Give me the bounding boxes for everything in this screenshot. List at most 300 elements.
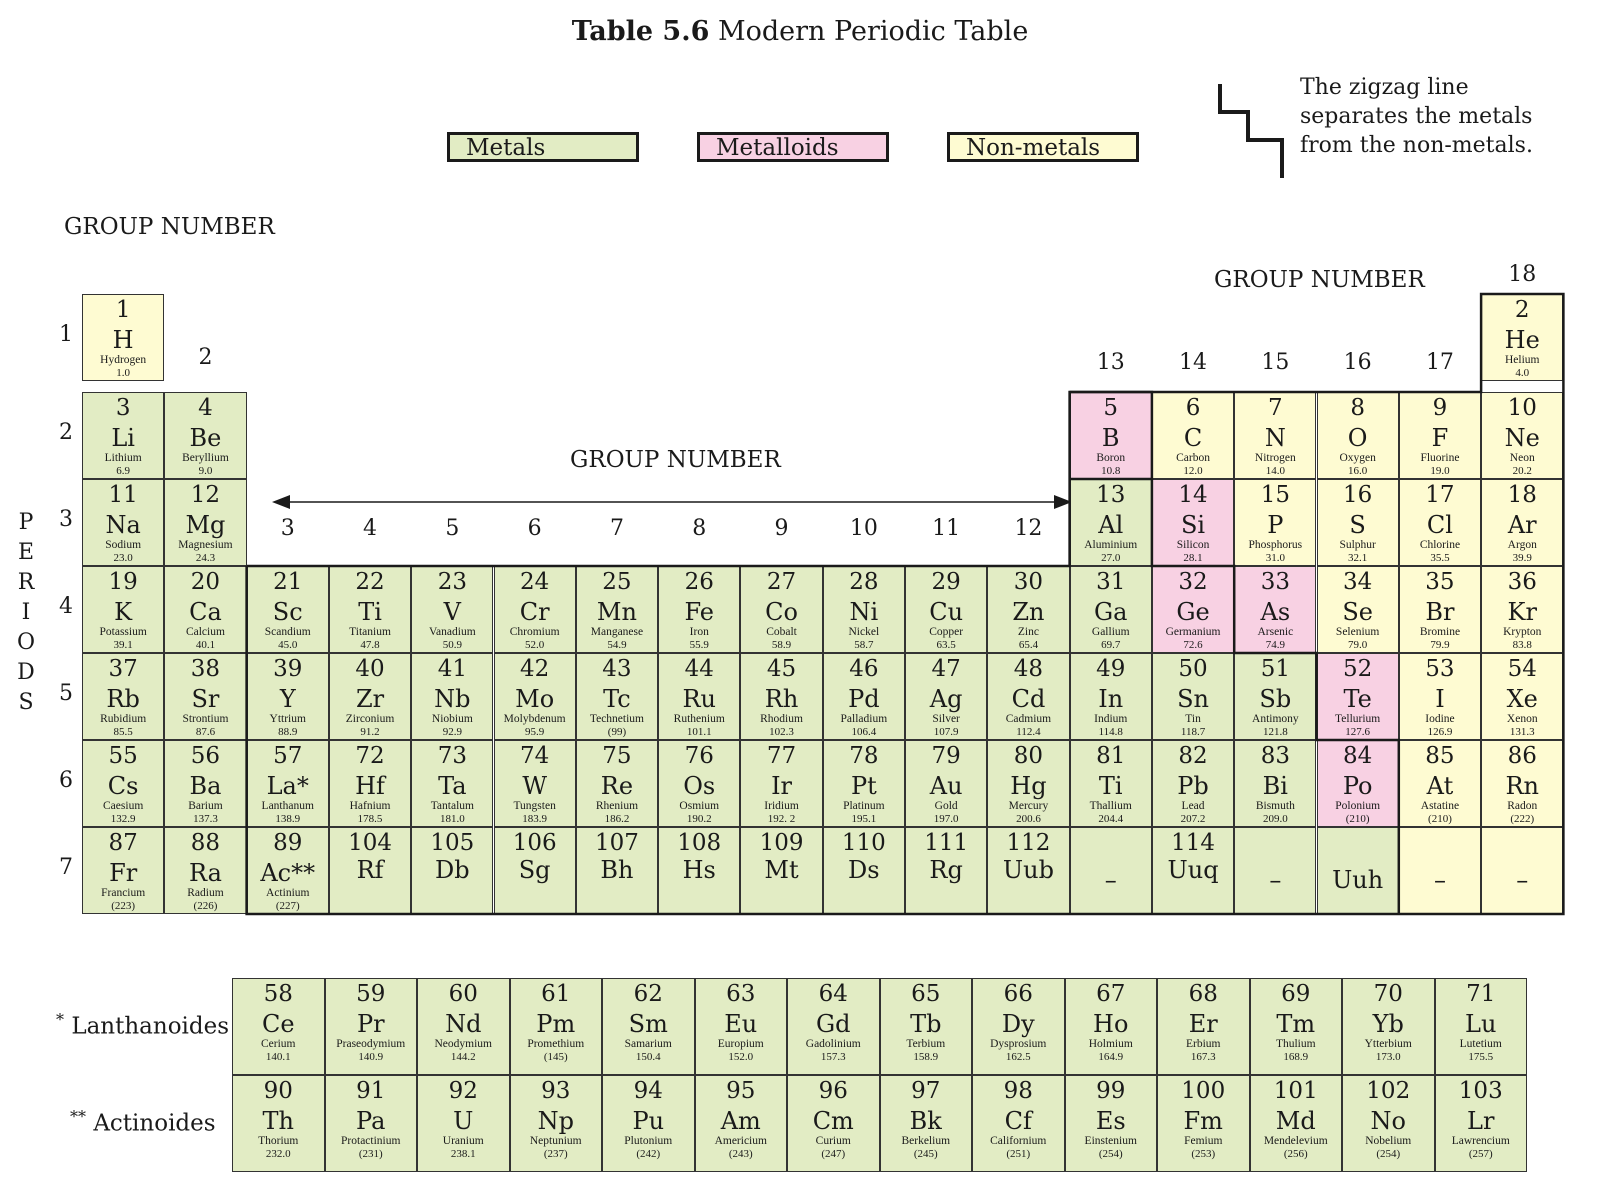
- element-name: Erbium: [1186, 1038, 1221, 1050]
- atomic-number: 11: [108, 482, 138, 508]
- atomic-number: 75: [602, 743, 632, 769]
- element-name: Fluorine: [1420, 452, 1460, 464]
- group-number-8: 8: [692, 516, 707, 541]
- atomic-mass: (210): [1345, 813, 1370, 825]
- element-name: Sodium: [105, 539, 142, 551]
- element-symbol: S: [1349, 511, 1366, 539]
- atomic-mass: 178.5: [357, 813, 383, 825]
- atomic-number: 107: [594, 830, 639, 856]
- atomic-mass: (237): [543, 1148, 568, 1160]
- element-symbol: Sb: [1259, 685, 1292, 713]
- atomic-mass: 158.9: [913, 1051, 939, 1063]
- element-name: Holmium: [1088, 1038, 1133, 1050]
- element-symbol: Mt: [764, 856, 799, 884]
- element-name: Zirconium: [345, 713, 395, 725]
- element-symbol: Po: [1342, 772, 1373, 800]
- atomic-number: 110: [841, 830, 886, 856]
- element-symbol: Rg: [929, 856, 963, 884]
- atomic-mass: 10.8: [1101, 465, 1121, 477]
- atomic-mass: 1.0: [116, 367, 131, 379]
- element-symbol: Sc: [272, 598, 303, 626]
- period-number-1: 1: [59, 322, 73, 347]
- atomic-mass: 39.1: [113, 639, 133, 651]
- period-number-6: 6: [59, 768, 73, 793]
- atomic-mass: 107.9: [933, 726, 959, 738]
- period-number-7: 7: [59, 855, 73, 880]
- element-symbol: Tm: [1276, 1010, 1316, 1038]
- periods-letter: P: [18, 510, 34, 535]
- group-number-10: 10: [849, 516, 878, 541]
- atomic-number: 48: [1013, 656, 1044, 682]
- element-name: Gold: [934, 800, 958, 812]
- element-name: Plutonium: [624, 1135, 673, 1147]
- element-name: Thorium: [258, 1135, 299, 1147]
- element-name: Calcium: [185, 626, 225, 638]
- group-number-12: 12: [1014, 516, 1043, 541]
- group-number-16: 16: [1343, 350, 1372, 375]
- atomic-number: 50: [1178, 656, 1208, 682]
- element-name: Cadmium: [1005, 713, 1052, 725]
- atomic-mass: 144.2: [450, 1051, 476, 1063]
- atomic-number: 108: [677, 830, 722, 856]
- atomic-mass: 58.7: [854, 639, 874, 651]
- atomic-number: 84: [1343, 743, 1373, 769]
- element-name: Mendelevium: [1263, 1135, 1328, 1147]
- atomic-number: 1: [115, 297, 131, 323]
- element-symbol: Ba: [189, 772, 222, 800]
- atomic-mass: 168.9: [1283, 1051, 1309, 1063]
- atomic-mass: 65.4: [1018, 639, 1039, 651]
- atomic-number: 25: [602, 569, 632, 595]
- element-symbol: Hf: [355, 772, 385, 800]
- element-name: Gadolinium: [805, 1038, 861, 1050]
- atomic-number: 97: [911, 1078, 941, 1104]
- atomic-mass: 183.9: [522, 813, 548, 825]
- atomic-mass: 19.0: [1430, 465, 1450, 477]
- element-symbol: Ga: [1094, 598, 1128, 626]
- atomic-number: 101: [1273, 1078, 1318, 1104]
- atomic-mass: (226): [193, 900, 218, 912]
- element-name: Helium: [1504, 354, 1540, 366]
- atomic-number: 92: [448, 1078, 478, 1104]
- group-number-7: 7: [609, 516, 624, 541]
- atomic-number: 2: [1514, 297, 1530, 323]
- element-symbol: Nd: [445, 1010, 482, 1038]
- atomic-number: 109: [759, 830, 804, 856]
- element-name: Osmium: [679, 800, 720, 812]
- element-name: Bismuth: [1255, 800, 1295, 812]
- element-name: Hydrogen: [100, 354, 147, 366]
- element-name: Radium: [187, 887, 224, 899]
- atomic-mass: 55.9: [689, 639, 709, 651]
- element-symbol: Tb: [910, 1010, 942, 1038]
- element-symbol: Es: [1095, 1107, 1126, 1135]
- element-symbol: Sg: [518, 856, 551, 884]
- atomic-mass: 114.8: [1098, 726, 1123, 738]
- atomic-mass: 132.9: [110, 813, 136, 825]
- atomic-number: 55: [108, 743, 138, 769]
- lanthanoid-cell-Lu: [1435, 978, 1528, 1075]
- legend-nonmetals-label: Non-metals: [966, 135, 1101, 161]
- group-number-13: 13: [1096, 350, 1125, 375]
- element-symbol: Y: [279, 685, 296, 713]
- atomic-mass: 192. 2: [767, 813, 796, 825]
- atomic-mass: 164.9: [1098, 1051, 1124, 1063]
- atomic-mass: 140.9: [358, 1051, 384, 1063]
- element-symbol: Md: [1275, 1107, 1316, 1135]
- element-symbol: Ac**: [260, 859, 316, 887]
- element-name: Indium: [1094, 713, 1128, 725]
- element-symbol: Th: [262, 1107, 294, 1135]
- element-name: Molybdenum: [503, 713, 566, 725]
- element-symbol: I: [1435, 685, 1445, 713]
- lanthanoid-cell-Ce: [232, 978, 325, 1075]
- element-name: Titanium: [349, 626, 391, 638]
- element-name: Scandium: [264, 626, 311, 638]
- atomic-number: 83: [1260, 743, 1290, 769]
- element-name: Zinc: [1017, 626, 1039, 638]
- element-name: Promethium: [527, 1038, 585, 1050]
- atomic-number: 28: [849, 569, 879, 595]
- atomic-number: 81: [1096, 743, 1126, 769]
- atomic-number: 27: [766, 569, 797, 595]
- atomic-mass: 131.3: [1509, 726, 1535, 738]
- element-symbol: Xe: [1506, 685, 1538, 713]
- lanthanoides-marker: *: [56, 1010, 64, 1029]
- atomic-number: 103: [1458, 1078, 1503, 1104]
- element-name: Oxygen: [1339, 452, 1376, 464]
- atomic-number: 62: [633, 981, 663, 1007]
- atomic-mass: 173.0: [1375, 1051, 1401, 1063]
- element-symbol: Rn: [1505, 772, 1539, 800]
- atomic-number: 43: [602, 656, 632, 682]
- atomic-number: 93: [541, 1078, 571, 1104]
- element-symbol: Ar: [1507, 511, 1537, 539]
- element-name: Nobelium: [1365, 1135, 1412, 1147]
- element-name: Bromine: [1419, 626, 1461, 638]
- element-name: Potassium: [99, 626, 147, 638]
- atomic-number: 60: [448, 981, 478, 1007]
- atomic-mass: 32.1: [1348, 552, 1368, 564]
- atomic-mass: 45.0: [278, 639, 298, 651]
- atomic-number: 94: [633, 1078, 663, 1104]
- atomic-number: 39: [273, 656, 303, 682]
- atomic-mass: 39.9: [1512, 552, 1532, 564]
- element-symbol: Ag: [929, 685, 963, 713]
- atomic-number: 13: [1096, 482, 1126, 508]
- element-symbol: Hg: [1010, 772, 1047, 800]
- element-symbol: Cr: [519, 598, 550, 626]
- atomic-number: 91: [356, 1078, 386, 1104]
- element-symbol: Fm: [1183, 1107, 1223, 1135]
- atomic-mass: 200.6: [1016, 813, 1041, 825]
- element-name: Strontium: [182, 713, 229, 725]
- group-number-14: 14: [1179, 350, 1208, 375]
- atomic-number: 114: [1171, 830, 1215, 856]
- atomic-mass: 23.0: [113, 552, 133, 564]
- atomic-number: 104: [348, 830, 392, 856]
- atomic-mass: (243): [728, 1148, 753, 1160]
- element-name: Curium: [815, 1135, 851, 1147]
- element-symbol: Ca: [189, 598, 222, 626]
- element-symbol: Au: [929, 772, 963, 800]
- element-name: Berkelium: [901, 1135, 951, 1147]
- atomic-mass: 238.1: [450, 1148, 476, 1160]
- atomic-mass: (257): [1468, 1148, 1493, 1160]
- atomic-mass: 72.6: [1183, 639, 1203, 651]
- element-symbol: Cs: [107, 772, 139, 800]
- atomic-number: 71: [1466, 981, 1496, 1007]
- group-number-3: 3: [280, 516, 295, 541]
- atomic-mass: (247): [821, 1148, 846, 1160]
- element-name: Krypton: [1503, 626, 1542, 638]
- element-symbol: Pd: [848, 685, 880, 713]
- element-name: Neptunium: [529, 1135, 582, 1147]
- element-symbol: Sr: [191, 685, 220, 713]
- element-name: Uranium: [442, 1135, 484, 1147]
- element-name: Barium: [188, 800, 223, 812]
- element-symbol: Kr: [1507, 598, 1537, 626]
- atomic-mass: 58.9: [771, 639, 792, 651]
- atomic-mass: (231): [358, 1148, 383, 1160]
- atomic-number: 74: [520, 743, 550, 769]
- element-name: Chlorine: [1419, 539, 1461, 551]
- atomic-number: 24: [520, 569, 550, 595]
- element-symbol: Cd: [1011, 685, 1046, 713]
- element-name: Technetium: [589, 713, 644, 725]
- element-name: Sulphur: [1339, 539, 1376, 551]
- lanthanoid-cell-Er: [1157, 978, 1250, 1075]
- atomic-number: 10: [1507, 395, 1537, 421]
- lanthanoid-cell-Gd: [787, 978, 880, 1075]
- zigzag-separator-line: [1070, 392, 1399, 914]
- actinoid-cell-Pa: [325, 1075, 418, 1172]
- atomic-mass: 74.9: [1265, 639, 1285, 651]
- element-symbol: Ge: [1176, 598, 1210, 626]
- atomic-number: 78: [849, 743, 879, 769]
- element-name: Aluminium: [1084, 539, 1138, 551]
- lanthanoid-cell-Tb: [880, 978, 973, 1075]
- element-symbol: Eu: [724, 1010, 758, 1038]
- atomic-mass: (254): [1376, 1148, 1401, 1160]
- lanthanoides-label: [56, 1010, 229, 1040]
- atomic-mass: 204.4: [1098, 813, 1124, 825]
- group-number-9: 9: [774, 516, 789, 541]
- atomic-number: 42: [520, 656, 550, 682]
- atomic-number: 35: [1425, 569, 1455, 595]
- atomic-number: 12: [190, 482, 221, 508]
- element-symbol: Co: [765, 598, 798, 626]
- element-symbol: Dy: [1001, 1010, 1035, 1038]
- element-name: Lanthanum: [261, 800, 314, 812]
- element-symbol: V: [443, 598, 461, 626]
- element-name: Chromium: [509, 626, 560, 638]
- group-number-15: 15: [1261, 350, 1290, 375]
- atomic-mass: 6.9: [116, 465, 131, 477]
- atomic-number: 20: [190, 569, 221, 595]
- atomic-mass: 83.8: [1512, 639, 1532, 651]
- element-name: Silver: [932, 713, 960, 725]
- element-symbol: Cu: [929, 598, 964, 626]
- atomic-number: 5: [1103, 395, 1119, 421]
- element-name: Ytterbium: [1364, 1038, 1412, 1050]
- element-symbol: Mo: [515, 685, 555, 713]
- lanthanoid-cell-Tm: [1250, 978, 1343, 1075]
- atomic-mass: 118.7: [1180, 726, 1206, 738]
- element-symbol: –: [1104, 866, 1117, 894]
- element-symbol: B: [1101, 424, 1120, 452]
- group-number-label-left: GROUP NUMBER: [64, 214, 275, 240]
- element-symbol: Bk: [909, 1107, 942, 1135]
- element-name: Dysprosium: [990, 1038, 1047, 1050]
- element-symbol: Yb: [1372, 1010, 1404, 1038]
- element-name: Selenium: [1335, 626, 1380, 638]
- element-name: Cobalt: [766, 626, 797, 638]
- atomic-mass: 190.2: [686, 813, 712, 825]
- atomic-number: 99: [1096, 1078, 1126, 1104]
- element-symbol: Ni: [849, 598, 879, 626]
- element-symbol: Db: [435, 856, 470, 884]
- atomic-number: 100: [1181, 1078, 1226, 1104]
- element-symbol: Bi: [1262, 772, 1288, 800]
- element-symbol: Rf: [356, 856, 384, 884]
- atomic-number: 98: [1003, 1078, 1033, 1104]
- element-name: Lutetium: [1459, 1038, 1502, 1050]
- actinoid-cell-Md: [1250, 1075, 1343, 1172]
- element-symbol: Nb: [434, 685, 471, 713]
- actinoid-cell-Cm: [787, 1075, 880, 1172]
- atomic-number: 3: [115, 395, 131, 421]
- element-symbol: In: [1098, 685, 1124, 713]
- actinoid-cell-U: [417, 1075, 510, 1172]
- element-symbol: Re: [600, 772, 634, 800]
- element-name: Cerium: [261, 1038, 296, 1050]
- element-name: Carbon: [1176, 452, 1210, 464]
- atomic-mass: 12.0: [1183, 465, 1203, 477]
- element-name: Ruthenium: [673, 713, 725, 725]
- atomic-mass: 47.8: [360, 639, 380, 651]
- periods-letter: E: [17, 540, 35, 565]
- element-symbol: O: [1347, 424, 1368, 452]
- atomic-number: 52: [1343, 656, 1373, 682]
- atomic-mass: 186.2: [604, 813, 630, 825]
- atomic-number: 46: [849, 656, 879, 682]
- element-name: Gallium: [1091, 626, 1130, 638]
- element-symbol: Cf: [1004, 1107, 1032, 1135]
- atomic-number: 82: [1178, 743, 1208, 769]
- atomic-number: 38: [190, 656, 221, 682]
- element-symbol: Hs: [682, 856, 716, 884]
- title-number: Table 5.6: [571, 16, 710, 47]
- actinoides-label: [70, 1107, 216, 1137]
- atomic-mass: 40.1: [195, 639, 216, 651]
- atomic-mass: 92.9: [442, 726, 462, 738]
- lanthanoid-cell-Pr: [325, 978, 418, 1075]
- actinoid-cell-Cf: [972, 1075, 1065, 1172]
- atomic-mass: (254): [1098, 1148, 1123, 1160]
- element-name: Palladium: [840, 713, 888, 725]
- atomic-mass: 27.0: [1101, 552, 1121, 564]
- legend-metals-label: Metals: [466, 135, 546, 161]
- atomic-number: 32: [1178, 569, 1208, 595]
- atomic-mass: 138.9: [275, 813, 301, 825]
- actinoid-cell-Bk: [880, 1075, 973, 1172]
- actinoides-text: Actinoides: [93, 1110, 216, 1137]
- element-name: Nitrogen: [1254, 452, 1296, 464]
- element-name: Yttrium: [269, 713, 306, 725]
- element-name: Americium: [714, 1135, 767, 1147]
- element-name: Lithium: [104, 452, 142, 464]
- atomic-number: 90: [263, 1078, 293, 1104]
- atomic-mass: 63.5: [936, 639, 956, 651]
- atomic-number: 63: [726, 981, 756, 1007]
- atomic-number: 18: [1507, 482, 1537, 508]
- group-number-6: 6: [527, 516, 542, 541]
- element-symbol: Pm: [536, 1010, 576, 1038]
- element-name: Arsenic: [1257, 626, 1294, 638]
- lanthanoid-cell-Dy: [972, 978, 1065, 1075]
- element-symbol: Ti: [358, 598, 382, 626]
- atomic-mass: 9.0: [198, 465, 213, 477]
- atomic-mass: 14.0: [1265, 465, 1285, 477]
- element-name: Lead: [1181, 800, 1205, 812]
- periods-letter: S: [18, 690, 34, 715]
- lanthanoid-cell-Ho: [1065, 978, 1158, 1075]
- element-name: Vanadium: [429, 626, 476, 638]
- element-symbol: C: [1183, 424, 1203, 452]
- element-name: Mercury: [1008, 800, 1049, 812]
- element-name: Argon: [1507, 539, 1537, 551]
- atomic-mass: (242): [636, 1148, 661, 1160]
- atomic-number: 95: [726, 1078, 756, 1104]
- element-symbol: Os: [683, 772, 716, 800]
- atomic-number: 21: [273, 569, 303, 595]
- atomic-number: 76: [684, 743, 714, 769]
- atomic-number: 15: [1260, 482, 1290, 508]
- atomic-number: 26: [684, 569, 714, 595]
- atomic-number: 47: [931, 656, 961, 682]
- element-name: Tantalum: [430, 800, 474, 812]
- element-name: Phosphorus: [1248, 539, 1303, 551]
- periods-letter: I: [21, 600, 31, 625]
- element-name: Rubidium: [100, 713, 147, 725]
- atomic-mass: 69.7: [1101, 639, 1121, 651]
- element-symbol: Am: [720, 1107, 761, 1135]
- element-symbol: –: [1516, 866, 1529, 894]
- element-name: Astatine: [1420, 800, 1460, 812]
- element-symbol: Br: [1425, 598, 1455, 626]
- element-symbol: La*: [266, 772, 309, 800]
- atomic-mass: 150.4: [635, 1051, 661, 1063]
- element-name: Hafnium: [349, 800, 391, 812]
- lanthanoid-cell-Eu: [695, 978, 788, 1075]
- atomic-mass: 112.4: [1016, 726, 1041, 738]
- atomic-number: 85: [1425, 743, 1455, 769]
- atomic-mass: 121.8: [1262, 726, 1288, 738]
- actinoid-cell-Th: [232, 1075, 325, 1172]
- atomic-number: 102: [1366, 1078, 1411, 1104]
- element-symbol: Al: [1098, 511, 1124, 539]
- element-name: Polonium: [1335, 800, 1381, 812]
- atomic-mass: (227): [275, 900, 300, 912]
- element-name: Tin: [1185, 713, 1201, 725]
- element-symbol: Rb: [106, 685, 140, 713]
- atomic-number: 70: [1373, 981, 1403, 1007]
- element-name: Silicon: [1176, 539, 1210, 551]
- atomic-mass: 16.0: [1348, 465, 1368, 477]
- element-name: Caesium: [103, 800, 144, 812]
- atomic-mass: 157.3: [820, 1051, 846, 1063]
